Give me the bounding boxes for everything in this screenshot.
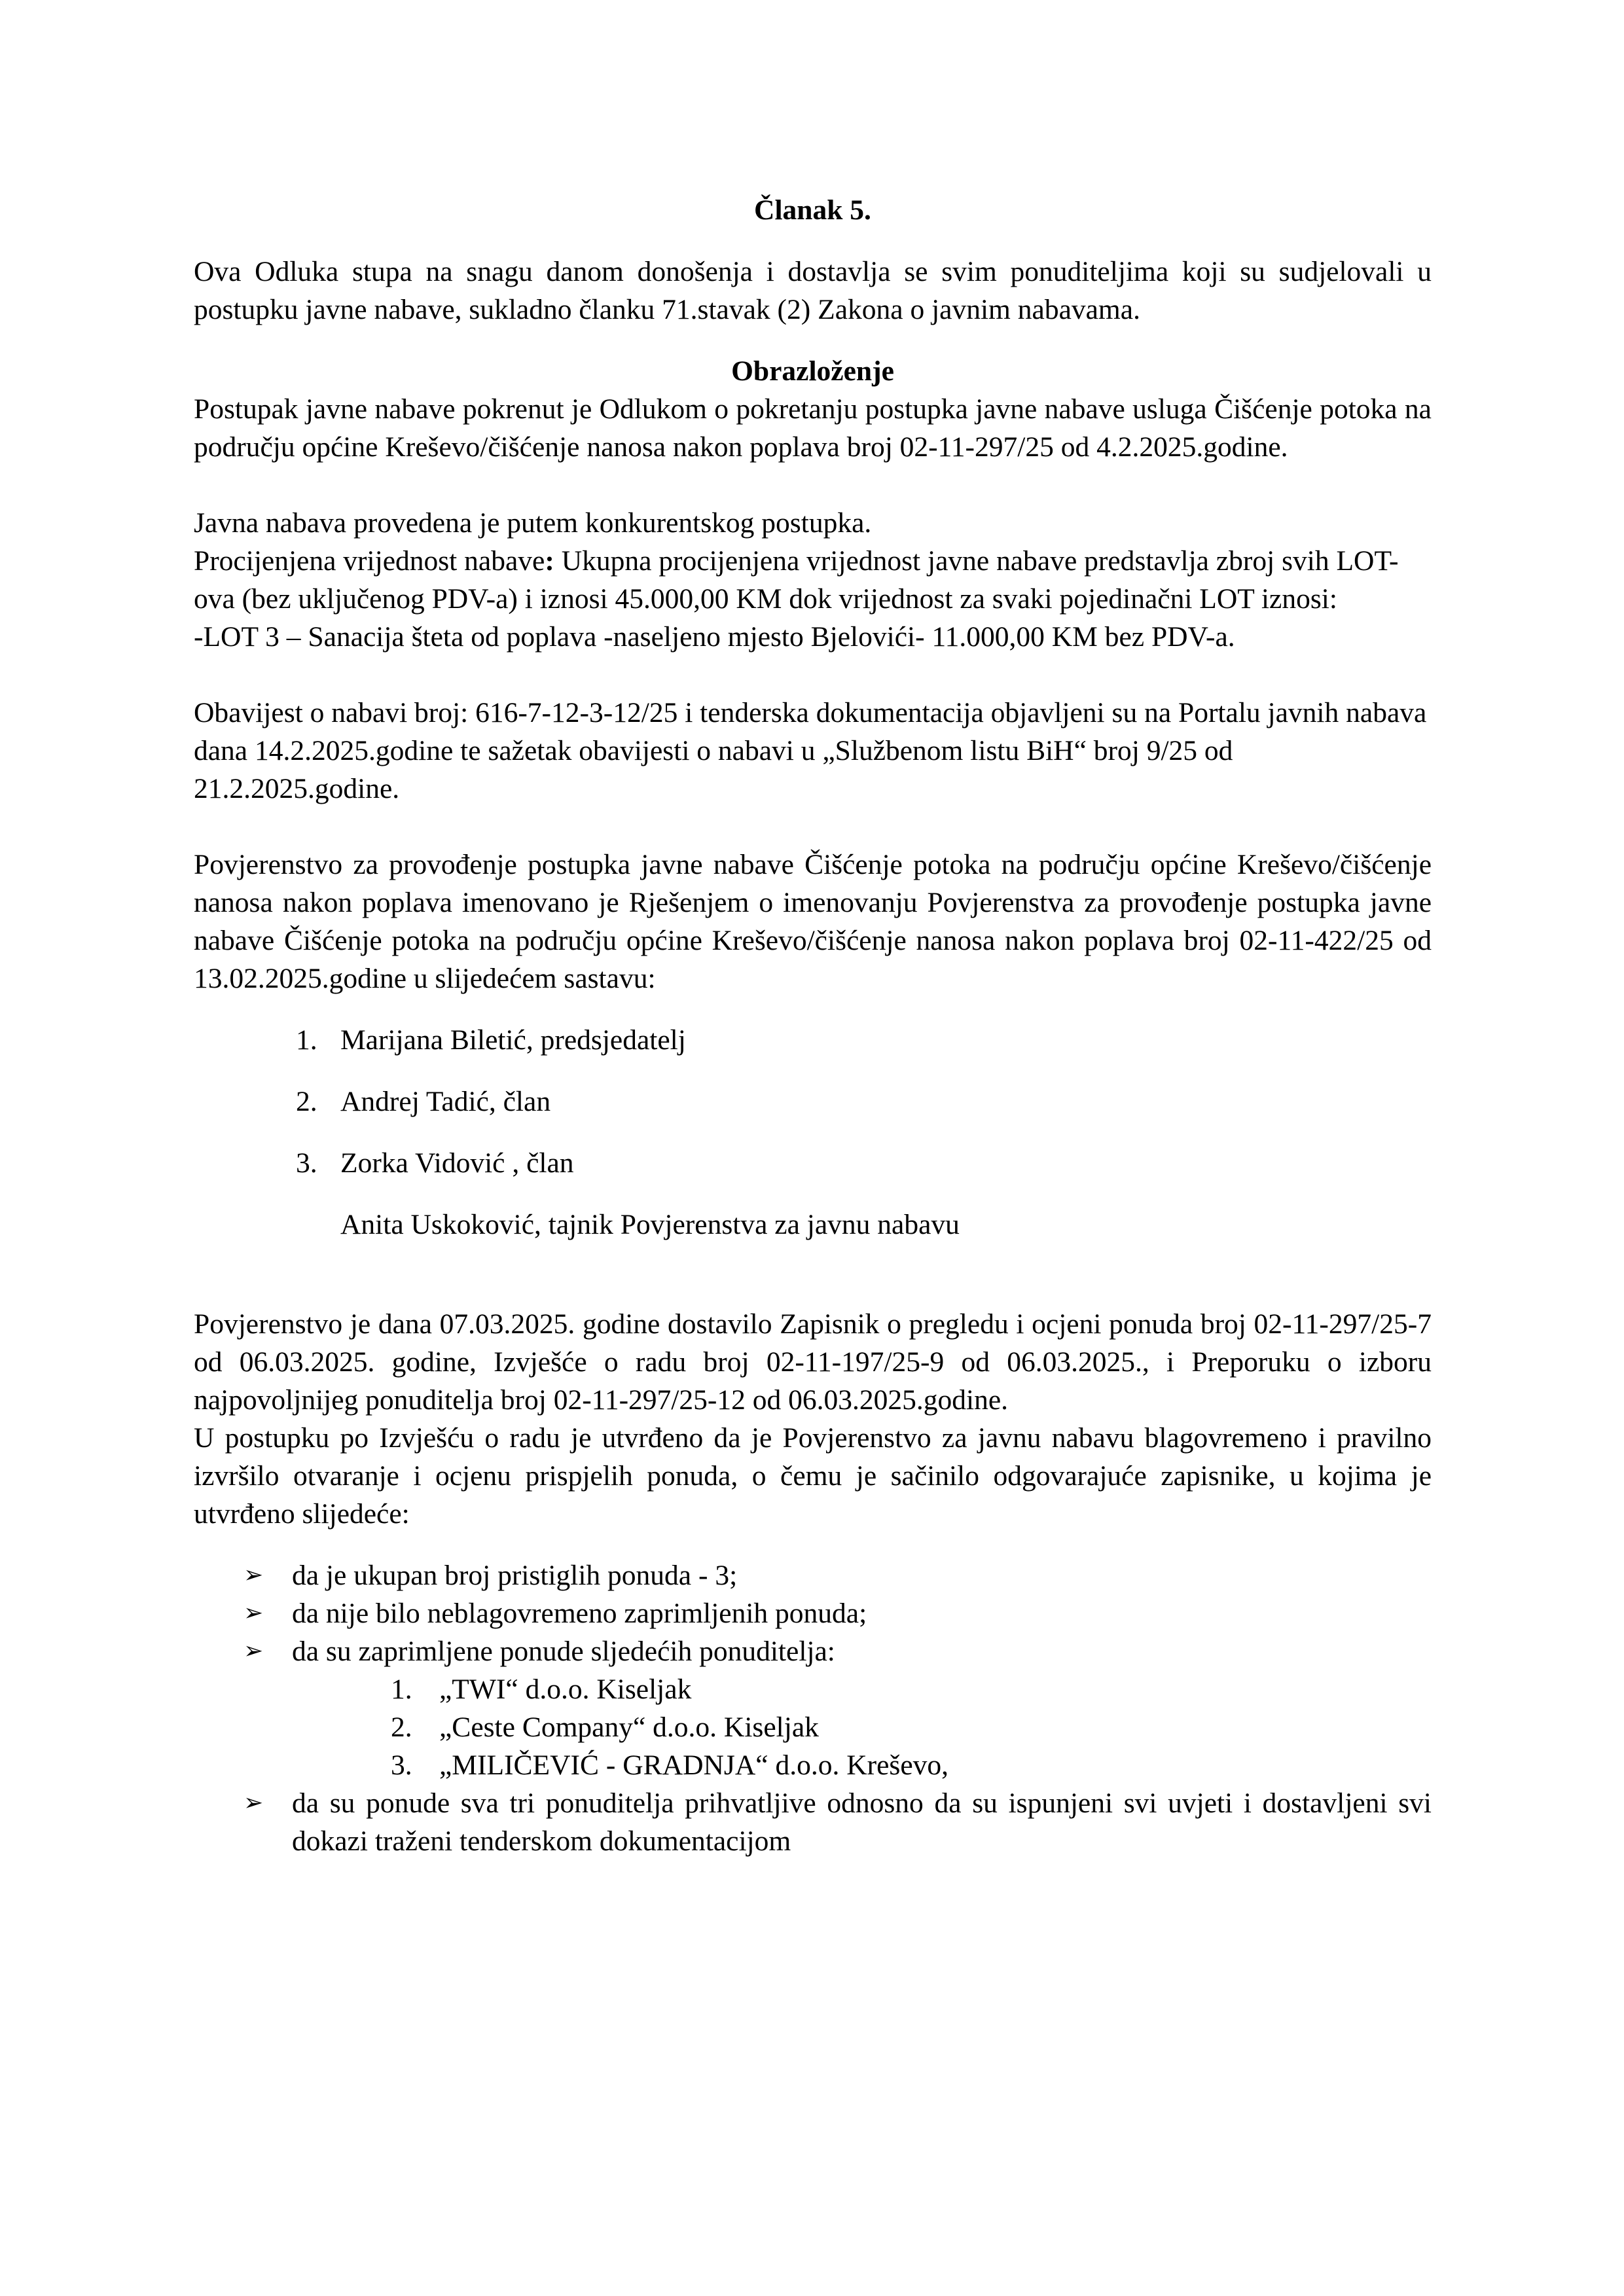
list-item: ➢ da su zaprimljene ponude sljedećih ponuditelja: <box>244 1632 1432 1670</box>
arrow-bullet-icon: ➢ <box>244 1789 264 1816</box>
paragraph-findings: U postupku po Izvješću o radu je utvrđeno da je Povjerenstvo za javnu nabavu blagovremeno i pravilno izvršilo otvaranje i ocjenu prispjelih ponuda, o čemu je sačinilo odgovarajuće zapisnike, u kojima je utvrđeno slijedeće: <box>194 1422 1432 1530</box>
arrow-bullet-icon: ➢ <box>244 1638 264 1664</box>
list-item: ➢ da je ukupan broj pristiglih ponuda - 3; <box>244 1556 1432 1594</box>
paragraph-initiation: Postupak javne nabave pokrenut je Odlukom o pokretanju postupka javne nabave usluga Čišćenje potoka na području općine Kreševo/čišćenje nanosa nakon poplava broj 02-11-297/25 od 4.2.2025.godine. <box>194 393 1432 463</box>
member-item: 3. Zorka Vidović , član <box>296 1147 574 1179</box>
bidders-list <box>391 1670 1432 1784</box>
list-item: ➢ da nije bilo neblagovremeno zaprimljenih ponuda; <box>244 1594 1432 1632</box>
estimated-value-text: Ukupna procijenjena vrijednost javne nabave predstavlja zbroj svih LOT- ova (bez uključenog PDV-a) i iznosi 45.000,00 KM dok vrijednost za svaki pojedinačni LOT iznosi: <box>194 545 1399 615</box>
article-text: Ova Odluka stupa na snagu danom donošenja i dostavlja se svim ponuditeljima koji su sudjelovali u postupku javne nabave, sukladno članku 71.stavak (2) Zakona o javnim nabavama. <box>194 256 1432 325</box>
bidder-item: 2. „Ceste Company“ d.o.o. Kiseljak <box>391 1712 819 1743</box>
reasoning-title: Obrazloženje <box>731 355 894 387</box>
estimated-value-label: Procijenjena vrijednost nabave <box>194 545 545 577</box>
bidder-item: 3. „MILIČEVIĆ - GRADNJA“ d.o.o. Kreševo, <box>391 1749 949 1781</box>
findings-list <box>244 1556 1432 1860</box>
paragraph-estimated-value: Procijenjena vrijednost nabave: Ukupna procijenjena vrijednost javne nabave predstavlja zbroj svih LOT- ova (bez uključenog PDV-a) i iznosi 45.000,00 KM dok vrijednost za svaki pojedinačni LOT iznosi: <box>194 545 1399 615</box>
member-item: 1. Marijana Biletić, predsjedatelj <box>296 1024 686 1056</box>
paragraph-report: Povjerenstvo je dana 07.03.2025. godine dostavilo Zapisnik o pregledu i ocjeni ponuda broj 02-11-297/25-7 od 06.03.2025. godine, Izvješće o radu broj 02-11-197/25-9 od 06.03.2025., i Preporuku o izboru najpovoljnijeg ponuditelja broj 02-11-297/25-12 od 06.03.2025.godine. <box>194 1308 1432 1416</box>
list-item: ➢ da su ponude sva tri ponuditelja prihvatljive odnosno da su ispunjeni svi uvjeti i dostavljeni svi dokazi traženi tenderskom dokumentacijom <box>244 1784 1432 1860</box>
paragraph-commission: Povjerenstvo za provođenje postupka javne nabave Čišćenje potoka na području općine Kreševo/čišćenje nanosa nakon poplava imenovano je Rješenjem o imenovanju Povjerenstva za provođenje postupka javne nabave Čišćenje potoka na području općine Kreševo/čišćenje nanosa nakon poplava broj 02-11-422/25 od 13.02.2025.godine u slijedećem sastavu: <box>194 849 1432 994</box>
paragraph-procedure: Javna nabava provedena je putem konkurentskog postupka. <box>194 507 872 539</box>
lot-line: -LOT 3 – Sanacija šteta od poplava -naseljeno mjesto Bjelovići- 11.000,00 KM bez PDV-a. <box>194 621 1235 653</box>
paragraph-notice: Obavijest o nabavi broj: 616-7-12-3-12/25 i tenderska dokumentacija objavljeni su na Portalu javnih nabava dana 14.2.2025.godine te sažetak obavijesti o nabavi u „Službenom listu BiH“ broj 9/25 od 21.2.2025.godine. <box>194 697 1427 804</box>
bidder-item: 1. „TWI“ d.o.o. Kiseljak <box>391 1674 692 1705</box>
arrow-bullet-icon: ➢ <box>244 1600 264 1626</box>
arrow-bullet-icon: ➢ <box>244 1562 264 1588</box>
secretary-line: Anita Uskoković, tajnik Povjerenstva za javnu nabavu <box>340 1209 960 1240</box>
article-title: Članak 5. <box>754 194 871 226</box>
member-item: 2. Andrej Tadić, član <box>296 1086 551 1117</box>
document-page <box>194 191 1432 1860</box>
